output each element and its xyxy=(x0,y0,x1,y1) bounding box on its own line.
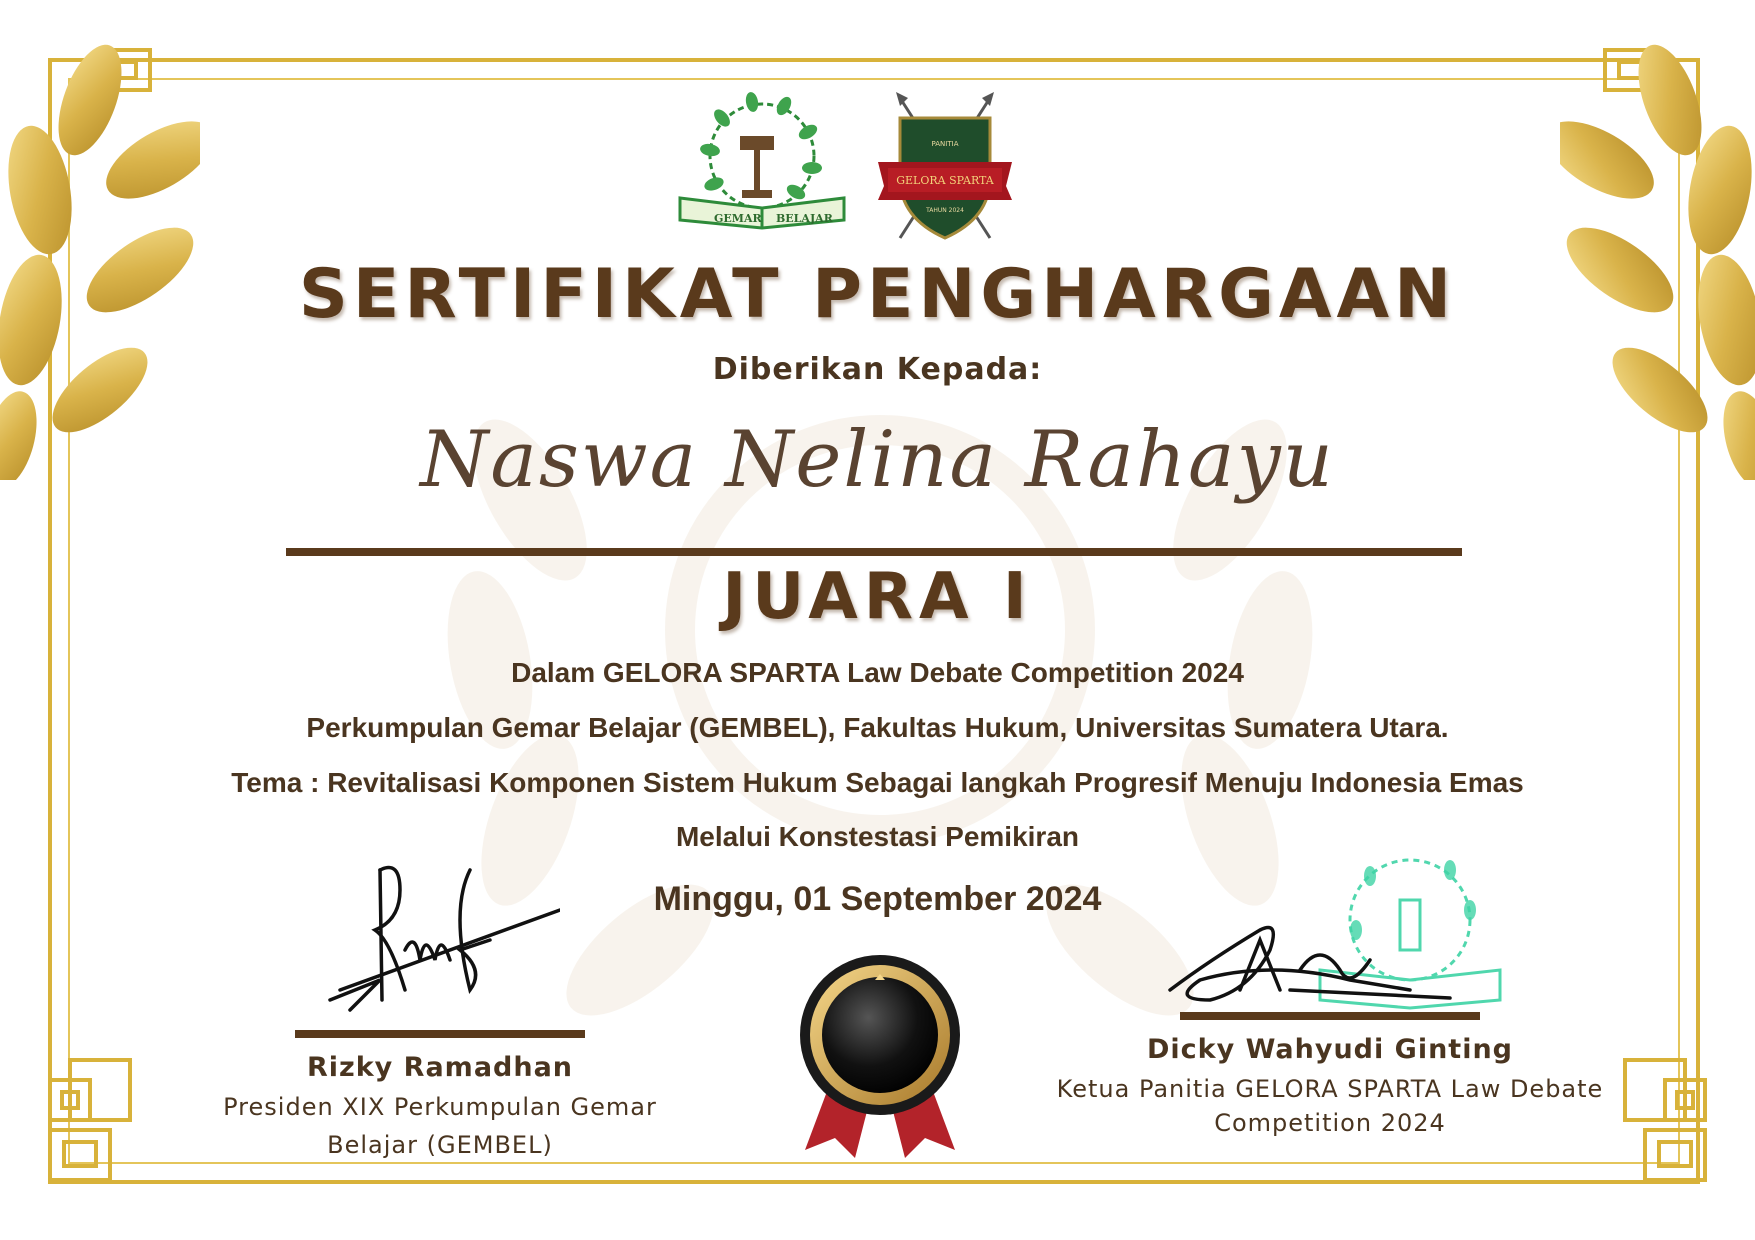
gembel-logo xyxy=(672,88,852,236)
corner-ornament-bottom-right xyxy=(1595,1040,1715,1190)
gelora-sparta-logo xyxy=(870,88,1020,248)
theme-line-continued: Melalui Konstestasi Pemikiran xyxy=(675,821,1080,852)
certificate-subtitle: Diberikan Kepada: xyxy=(712,352,1043,387)
event-line: Dalam GELORA SPARTA Law Debate Competition 2024 xyxy=(511,657,1244,688)
sparta-logo-banner-text: GELORA SPARTA xyxy=(896,174,994,187)
gembel-logo-text-left: GEMAR xyxy=(714,212,762,225)
event-date: Minggu, 01 September 2024 xyxy=(653,880,1102,918)
signatory-title-left-1: Presiden XIX Perkumpulan Gemar xyxy=(223,1093,657,1121)
signatory-name-right: Dicky Wahyudi Ginting xyxy=(1146,1034,1514,1065)
sparta-logo-top-text: PANITIA xyxy=(931,140,959,148)
signature-line-right xyxy=(1180,1012,1480,1020)
signatory-title-left-2: Belajar (GEMBEL) xyxy=(327,1131,553,1159)
signature-right-with-stamp-icon xyxy=(1150,840,1510,1030)
name-underline xyxy=(286,548,1462,556)
signatory-name-left: Rizky Ramadhan xyxy=(306,1052,574,1083)
award-seal-icon xyxy=(795,950,965,1160)
recipient-name: Naswa Nelina Rahayu xyxy=(420,415,1335,505)
sparta-logo-year-text: TAHUN 2024 xyxy=(926,207,964,214)
signature-line-left xyxy=(295,1030,585,1038)
logo-row xyxy=(0,88,1755,248)
signatory-title-right-2: Competition 2024 xyxy=(1214,1109,1446,1137)
corner-ornament-bottom-left xyxy=(40,1040,160,1190)
certificate-title: SERTIFIKAT PENGHARGAAN xyxy=(298,255,1457,334)
award-title: JUARA I xyxy=(722,560,1033,634)
theme-line: Tema : Revitalisasi Komponen Sistem Hukum Sebagai langkah Progresif Menuju Indonesia Emas xyxy=(231,767,1524,798)
signature-left-icon xyxy=(320,850,560,1030)
gembel-logo-text-right: BELAJAR xyxy=(776,212,833,225)
signature-block-left xyxy=(180,850,700,1163)
organizer-line: Perkumpulan Gemar Belajar (GEMBEL), Fakultas Hukum, Universitas Sumatera Utara. xyxy=(306,712,1449,743)
signature-block-right xyxy=(1050,840,1610,1141)
signatory-title-right-1: Ketua Panitia GELORA SPARTA Law Debate xyxy=(1056,1075,1604,1103)
